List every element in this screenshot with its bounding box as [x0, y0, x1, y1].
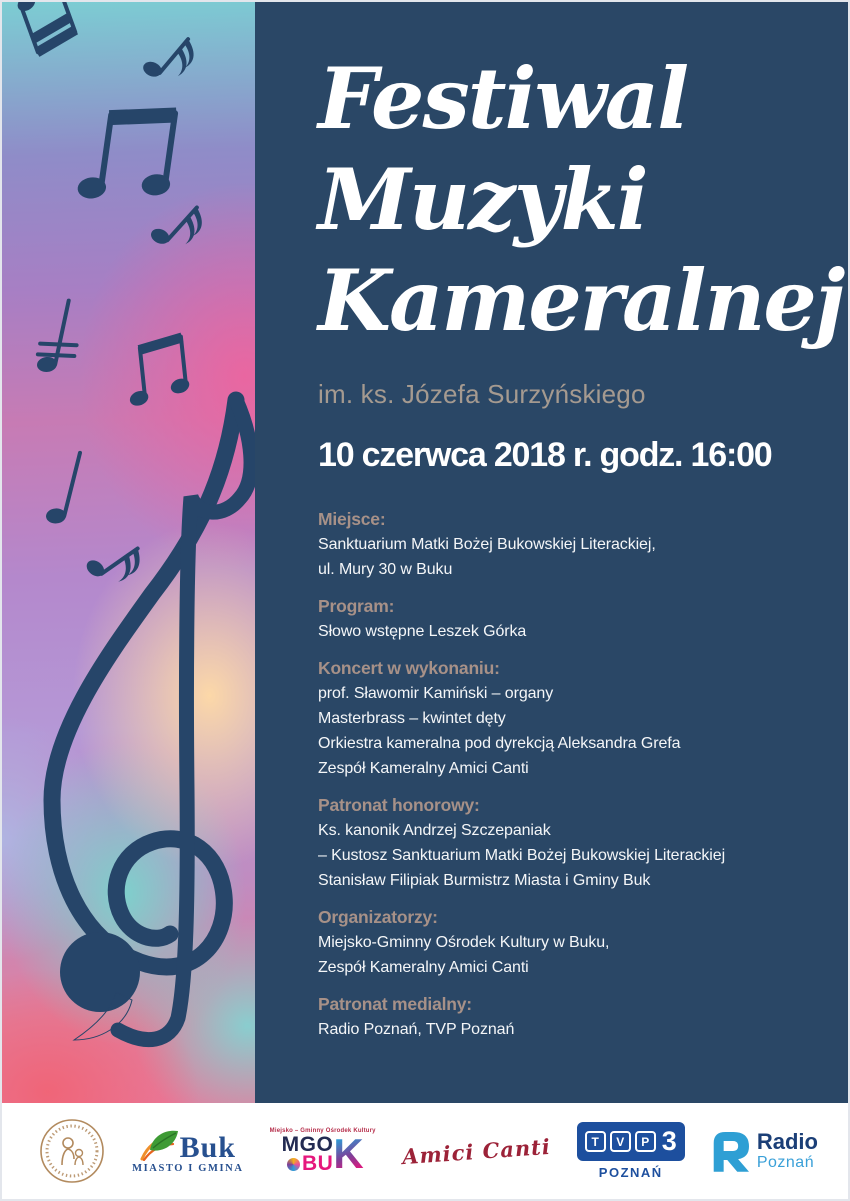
- section-line: Ks. kanonik Andrzej Szczepaniak: [318, 822, 551, 839]
- section-program: [318, 594, 843, 644]
- mgok-disc-icon: [287, 1158, 300, 1171]
- radio-logo-text: [757, 1131, 818, 1171]
- section-line: Sanktuarium Matki Bożej Bukowskiej Literackiej,: [318, 536, 656, 553]
- sanctuary-seal-icon: [38, 1117, 106, 1185]
- tvp3-logo-box: [577, 1122, 685, 1161]
- title-line-1: Festiwal: [318, 49, 688, 148]
- section-line: Radio Poznań, TVP Poznań: [318, 1021, 515, 1038]
- mgok-logo-k: K: [333, 1130, 364, 1177]
- gradient-art-panel: [2, 2, 255, 1103]
- section-line: Stanisław Filipiak Burmistrz Miasta i Gminy Buk: [318, 872, 651, 889]
- tvp-letter-v: V: [610, 1131, 631, 1152]
- section-honorary-patronage: [318, 793, 843, 893]
- buk-town-logo: [132, 1129, 243, 1174]
- section-label: Patronat honorowy:: [318, 795, 480, 815]
- section-organizers: [318, 905, 843, 980]
- mgok-logo-header: Miejsko – Gminny Ośrodek Kultury: [269, 1128, 376, 1134]
- poster-subtitle: im. ks. Józefa Surzyńskiego: [318, 379, 646, 409]
- section-label: Organizatorzy:: [318, 907, 438, 927]
- mgok-logo-mgo: MGO: [281, 1133, 334, 1156]
- section-line: Zespół Kameralny Amici Canti: [318, 959, 529, 976]
- poster-main: [2, 2, 848, 1103]
- tvp-digit-3: 3: [661, 1126, 677, 1156]
- buk-logo-top: [140, 1129, 236, 1164]
- section-line: Masterbrass – kwintet dęty: [318, 710, 506, 727]
- event-datetime: 10 czerwca 2018 r. godz. 16:00: [318, 436, 772, 474]
- section-label: Program:: [318, 596, 395, 616]
- tvp-letter-t: T: [585, 1131, 606, 1152]
- amici-canti-signature-logo: Amici Canti: [401, 1133, 552, 1169]
- tvp-city-label: POZNAŃ: [598, 1165, 663, 1180]
- section-line: Słowo wstępne Leszek Górka: [318, 623, 527, 640]
- radio-poznan-logo: [711, 1130, 818, 1172]
- radio-city-label: Poznań: [756, 1154, 815, 1171]
- section-media-patronage: [318, 992, 843, 1042]
- treble-clef-graphic: [32, 372, 255, 1062]
- logo-strip: [2, 1103, 848, 1199]
- mgok-logo-bu: BU: [301, 1152, 334, 1175]
- sanctuary-seal-logo: [38, 1117, 106, 1185]
- buk-logo-name: Buk: [179, 1130, 236, 1164]
- content-panel: [255, 2, 850, 1103]
- tvp3-poznan-logo: [577, 1122, 685, 1180]
- title-line-3: Kameralnej: [318, 251, 844, 350]
- music-note-beamed-pair-icon: [74, 100, 185, 229]
- music-note-beamed-pair-icon: [5, 2, 92, 55]
- title-line-2: Muzyki: [318, 150, 647, 249]
- tvp-letter-p: P: [635, 1131, 656, 1152]
- radio-r-icon: [711, 1130, 749, 1172]
- section-line: Miejsko-Gminny Ośrodek Kultury w Buku,: [318, 934, 610, 951]
- section-performers: [318, 656, 843, 781]
- section-label: Miejsce:: [318, 509, 386, 529]
- section-line: prof. Sławomir Kamiński – organy: [318, 685, 554, 702]
- section-label: Patronat medialny:: [318, 994, 472, 1014]
- mgok-logo: [269, 1128, 376, 1177]
- section-line: Zespół Kameralny Amici Canti: [318, 760, 529, 777]
- info-sections: [318, 507, 843, 1042]
- music-note-sixteenth-icon: [139, 22, 217, 102]
- buk-logo-tagline: MIASTO I GMINA: [132, 1162, 244, 1174]
- section-line: Orkiestra kameralna pod dyrekcją Aleksandra Grefa: [318, 735, 681, 752]
- leaf-icon: [140, 1129, 180, 1161]
- section-place: [318, 507, 843, 582]
- music-note-quarter-ledger-icon: [34, 293, 90, 382]
- section-label: Koncert w wykonaniu:: [318, 658, 500, 678]
- section-line: – Kustosz Sanktuarium Matki Bożej Bukowskiej Literackiej: [318, 847, 726, 864]
- poster-title: [318, 48, 843, 351]
- radio-name-label: Radio: [756, 1129, 818, 1154]
- section-line: ul. Mury 30 w Buku: [318, 561, 453, 578]
